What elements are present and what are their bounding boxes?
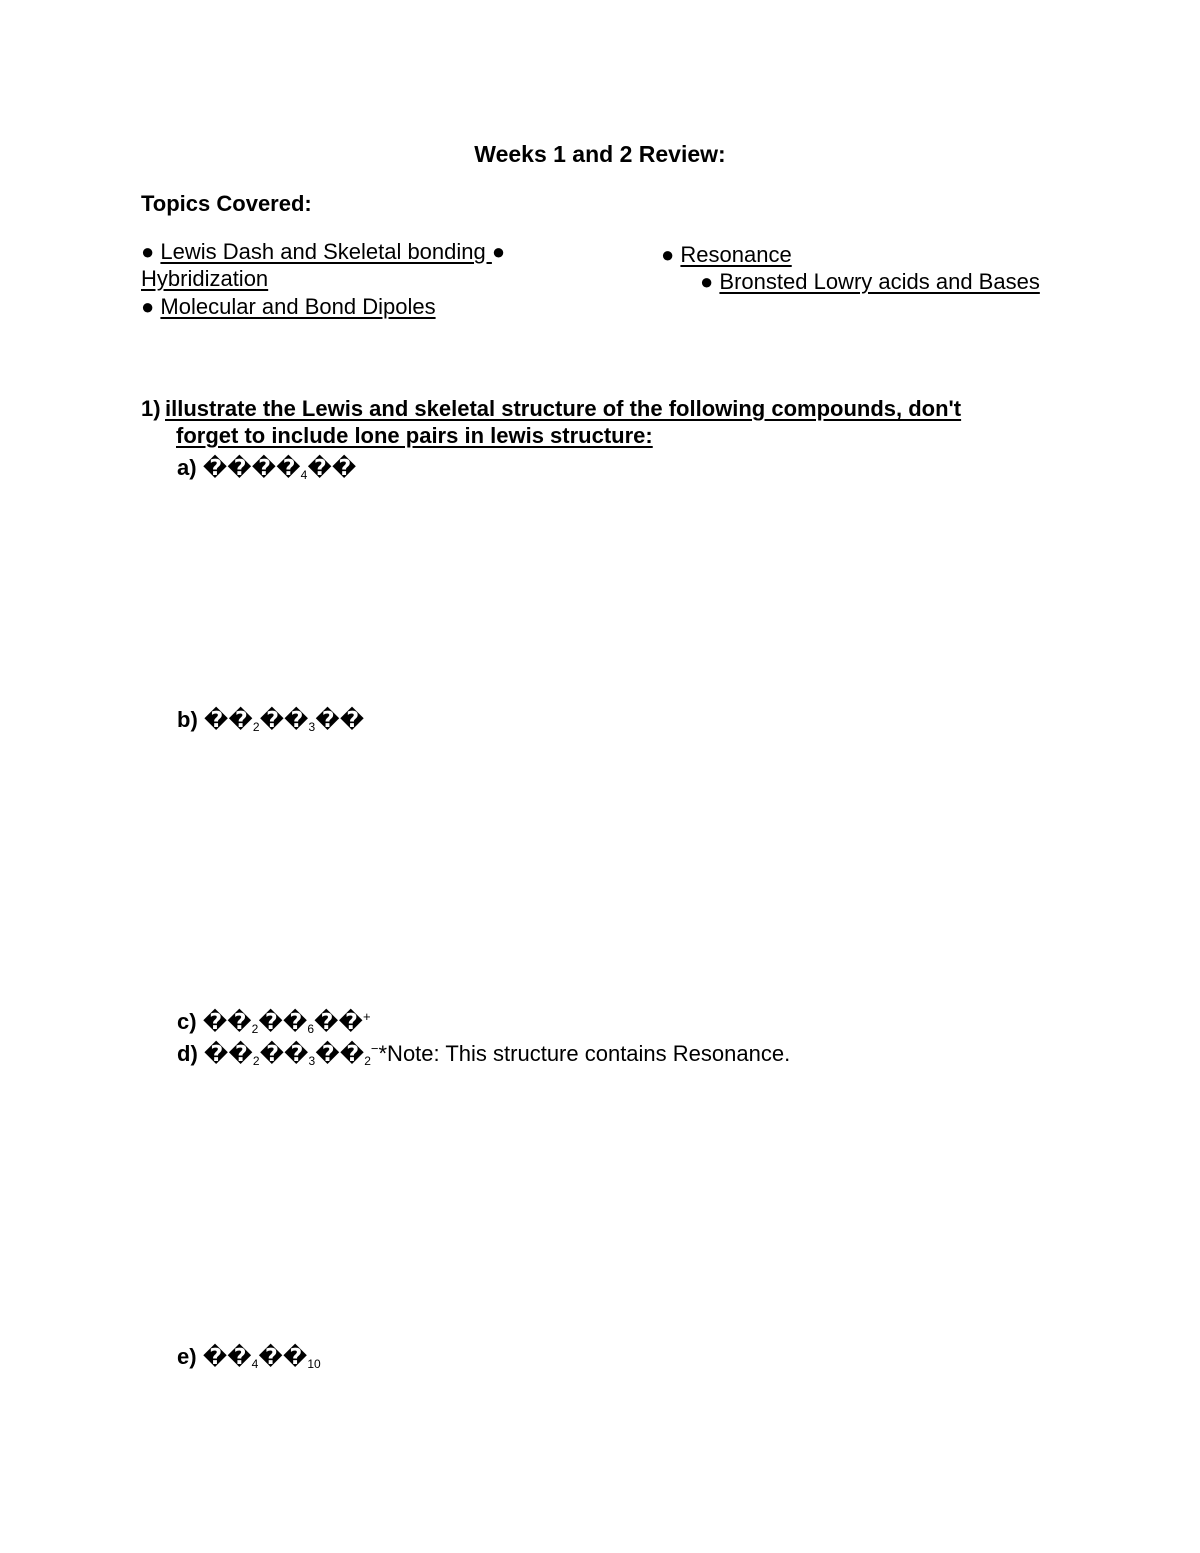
formula-charge: − (370, 1041, 379, 1056)
bullet-icon: ● (700, 269, 714, 294)
formula-subscript: 2 (364, 1054, 371, 1068)
bullet-icon: ● (491, 239, 506, 264)
formula-glyphs: �� (258, 1009, 308, 1034)
topic-bronsted-link[interactable]: Bronsted Lowry acids and Bases (719, 269, 1040, 294)
formula-glyphs: �� (203, 707, 253, 732)
topic-line-lewis (141, 241, 505, 263)
bullet-icon: ● (141, 294, 155, 319)
question-text-line-2: forget to include lone pairs in lewis structure: (176, 423, 653, 448)
topic-lewis-link[interactable]: Lewis Dash and Skeletal bonding (160, 239, 492, 264)
topic-dipoles-link[interactable]: Molecular and Bond Dipoles (160, 294, 436, 319)
resonance-note: *Note: This structure contains Resonance. (378, 1041, 791, 1066)
formula-subscript: 6 (307, 1022, 315, 1036)
item-label: e) (177, 1344, 197, 1369)
formula-subscript: 2 (252, 720, 260, 734)
bullet-icon: ● (141, 239, 155, 264)
item-b (177, 709, 364, 733)
formula-glyphs: �� (314, 1009, 364, 1034)
formula-glyphs: �� (259, 1041, 309, 1066)
question-text-line-1: illustrate the Lewis and skeletal structure of the following compounds, don't (165, 396, 962, 421)
item-a (177, 457, 356, 481)
formula-glyphs: �� (315, 1041, 365, 1066)
topic-line-bronsted (700, 271, 1040, 293)
item-c (177, 1010, 371, 1035)
question-1-line-2 (176, 425, 653, 447)
topic-line-dipoles (141, 296, 436, 318)
formula-subscript: 10 (307, 1357, 321, 1371)
formula-glyphs: �� (202, 1009, 252, 1034)
topic-resonance-link[interactable]: Resonance (680, 242, 792, 267)
formula-glyphs: �� (307, 455, 357, 480)
item-label: c) (177, 1009, 197, 1034)
item-d (177, 1042, 790, 1067)
item-label: a) (177, 455, 197, 480)
formula-glyphs: �� (315, 707, 365, 732)
formula-charge: + (363, 1009, 371, 1024)
topic-hybridization-link[interactable]: Hybridization (141, 266, 269, 291)
formula-subscript: 2 (252, 1054, 260, 1068)
page-title: Weeks 1 and 2 Review: (474, 141, 726, 167)
topic-line-resonance (661, 244, 792, 266)
formula-subscript: 4 (300, 468, 308, 482)
formula-glyphs: �� (259, 707, 309, 732)
formula-glyphs: �� (258, 1344, 308, 1369)
question-1-line-1 (141, 398, 961, 420)
formula-subscript: 2 (251, 1022, 259, 1036)
topic-line-hybridization (141, 268, 268, 290)
formula-subscript: 3 (308, 1054, 316, 1068)
item-label: b) (177, 707, 198, 732)
formula-glyphs: �� (203, 1041, 253, 1066)
bullet-icon: ● (661, 242, 675, 267)
formula-subscript: 3 (308, 720, 316, 734)
item-label: d) (177, 1041, 198, 1066)
formula-subscript: 4 (251, 1357, 259, 1371)
formula-glyphs: �� (202, 1344, 252, 1369)
item-e (177, 1346, 321, 1370)
topics-heading: Topics Covered: (141, 191, 312, 216)
formula-glyphs: ���� (202, 455, 301, 480)
question-number: 1) (141, 396, 161, 421)
